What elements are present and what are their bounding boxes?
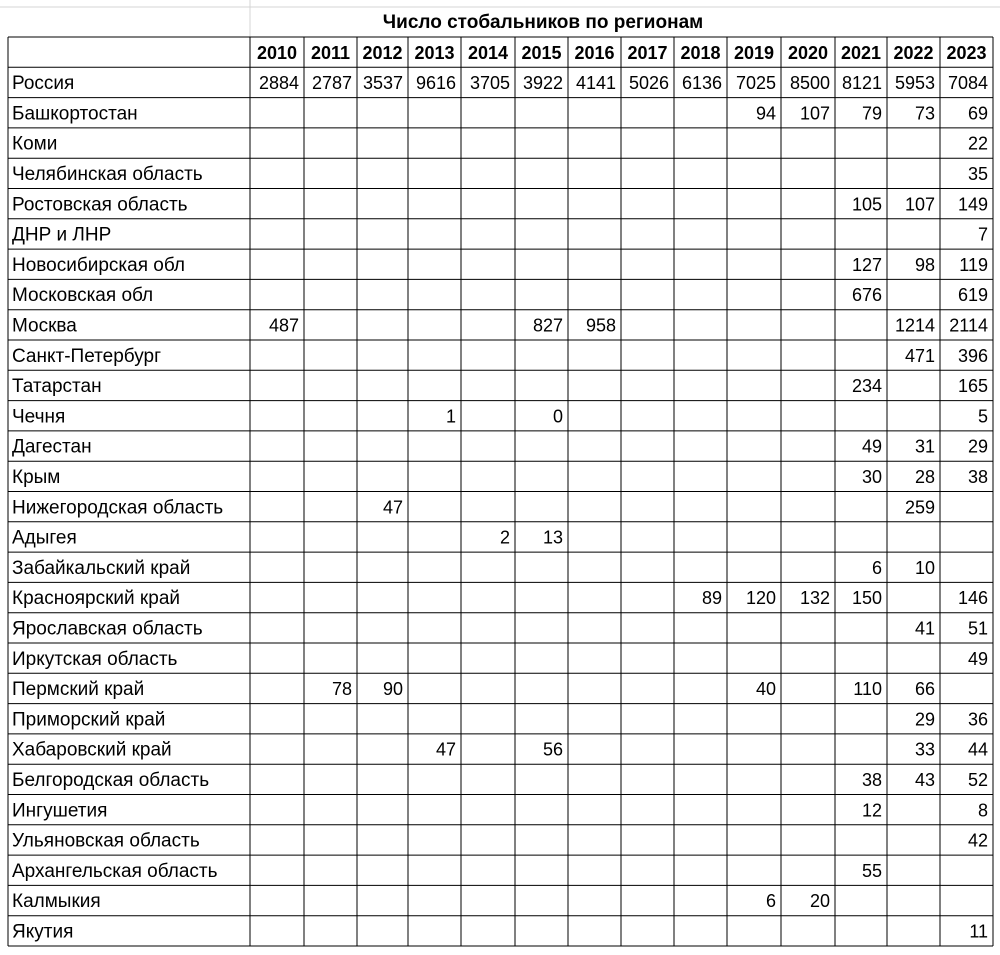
value-cell: 3537 [362,73,403,94]
value-cell: 3922 [522,73,563,94]
value-cell: 471 [904,345,935,366]
value-cell: 89 [701,588,722,609]
value-cell: 38 [861,770,882,791]
value-cell: 49 [861,436,882,457]
year-header-cell: 2011 [310,42,351,63]
region-name-cell: Архангельская область [12,860,218,882]
table-row [12,588,988,609]
year-header-cell: 2016 [574,42,615,63]
table-row [12,679,935,700]
region-name-cell: Коми [12,133,58,155]
region-name-cell: Приморский край [12,709,166,731]
value-cell: 12 [861,800,882,821]
region-name-cell: Ярославская область [12,618,203,640]
value-cell: 259 [904,497,935,518]
value-cell: 120 [745,588,776,609]
value-cell: 73 [914,103,935,124]
table-row [12,800,988,821]
value-cell: 30 [861,467,882,488]
value-cell: 234 [851,376,882,397]
value-cell: 7025 [735,73,776,94]
value-cell: 5026 [628,73,669,94]
table-row [12,134,988,155]
value-cell: 107 [799,103,830,124]
region-name-cell: Иркутская область [12,648,178,670]
value-cell: 6 [871,557,882,578]
value-cell: 38 [967,467,988,488]
year-header-cell: 2015 [521,42,562,63]
region-name-cell: Забайкальский край [12,557,191,579]
value-cell: 35 [967,164,988,185]
region-name-cell: Белгородская область [12,770,210,792]
value-cell: 9616 [415,73,456,94]
value-cell: 2884 [258,73,299,94]
value-cell: 150 [851,588,882,609]
table-row [12,376,988,397]
value-cell: 487 [268,315,299,336]
region-name-cell: Ульяновская область [12,830,200,852]
table-row [12,285,988,306]
value-cell: 827 [532,315,563,336]
region-name-cell: Московская обл [12,285,154,307]
value-cell: 41 [914,618,935,639]
value-cell: 22 [967,133,988,154]
value-cell: 8 [977,800,988,821]
value-cell: 47 [435,739,456,760]
region-name-cell: Москва [12,315,77,337]
table-row [12,497,935,518]
region-name-cell: Ростовская область [12,194,188,216]
region-name-cell: Санкт-Петербург [12,345,162,367]
year-header-cell: 2023 [946,42,987,63]
table-row [12,861,882,882]
table-row [12,164,988,185]
value-cell: 2787 [311,73,352,94]
value-cell: 107 [904,194,935,215]
value-cell: 1214 [894,315,935,336]
value-cell: 958 [585,315,616,336]
table-body [12,73,988,942]
table-row [12,709,988,730]
value-cell: 0 [552,406,563,427]
value-cell: 33 [914,739,935,760]
value-cell: 13 [542,527,563,548]
region-name-cell: Нижегородская область [12,497,224,519]
value-cell: 4141 [575,73,616,94]
value-cell: 44 [967,739,988,760]
table-row [12,528,563,549]
value-cell: 8500 [789,73,830,94]
value-cell: 20 [809,891,830,912]
value-cell: 6136 [681,73,722,94]
value-cell: 5 [977,406,988,427]
region-name-cell: Ингушетия [12,800,108,822]
value-cell: 55 [861,860,882,881]
year-header-cell: 2022 [893,42,934,63]
value-cell: 29 [967,436,988,457]
value-cell: 676 [851,285,882,306]
value-cell: 7084 [947,73,988,94]
table-row [12,194,988,215]
value-cell: 127 [851,254,882,275]
value-cell: 5953 [894,73,935,94]
table-row [12,922,988,943]
value-cell: 28 [914,467,935,488]
table-row [12,467,988,488]
value-cell: 79 [861,103,882,124]
table-row [12,225,988,246]
region-name-cell: Татарстан [12,376,102,398]
region-name-cell: Дагестан [12,436,92,458]
region-name-cell: Челябинская область [12,164,203,186]
region-name-cell: Башкортостан [12,103,138,125]
region-name-cell: Калмыкия [12,891,101,913]
year-header-cell: 2014 [467,42,509,63]
region-name-cell: Пермский край [12,679,145,701]
year-header-cell: 2012 [362,42,403,63]
value-cell: 2 [499,527,510,548]
value-cell: 132 [799,588,830,609]
year-header-cell: 2019 [733,42,775,63]
value-cell: 40 [755,679,776,700]
table-row [12,316,988,337]
value-cell: 36 [967,709,988,730]
value-cell: 43 [914,770,935,791]
value-cell: 119 [959,254,988,275]
table-row [12,437,988,458]
table-row [12,73,988,94]
value-cell: 619 [957,285,988,306]
table-title: Число стобальников по регионам [382,12,704,33]
region-name-cell: Новосибирская обл [12,254,185,276]
region-name-cell: Адыгея [12,527,77,549]
year-header-row [257,43,987,63]
value-cell: 52 [967,770,988,791]
value-cell: 69 [967,103,988,124]
value-cell: 49 [967,648,988,669]
region-name-cell: Чечня [12,406,66,428]
region-name-cell: Хабаровский край [12,739,172,761]
table-row [12,649,988,670]
table-row [12,770,988,791]
table-row [12,346,988,367]
value-cell: 98 [914,254,935,275]
value-cell: 29 [914,709,935,730]
region-name-cell: ДНР и ЛНР [12,224,112,246]
year-header-cell: 2013 [414,42,455,63]
value-cell: 47 [382,497,403,518]
value-cell: 7 [977,224,988,245]
value-cell: 8121 [841,73,882,94]
value-cell: 90 [382,679,403,700]
value-cell: 2114 [949,315,988,336]
table-row [12,831,988,852]
region-name-cell: Красноярский край [12,588,180,610]
value-cell: 105 [851,194,882,215]
value-cell: 6 [765,891,776,912]
value-cell: 78 [331,679,352,700]
value-cell: 149 [957,194,988,215]
table-row [12,891,830,912]
table-row [12,740,988,761]
table-row [12,619,988,640]
table-row [12,103,988,124]
value-cell: 3705 [469,73,510,94]
table-row [12,406,988,427]
table-row [12,255,988,276]
value-cell: 10 [914,557,935,578]
year-header-cell: 2021 [840,42,882,63]
year-header-cell: 2010 [256,42,298,63]
value-cell: 94 [755,103,776,124]
value-cell: 31 [914,436,935,457]
value-cell: 11 [969,921,988,942]
region-name-cell: Россия [12,73,75,95]
value-cell: 51 [967,618,988,639]
region-name-cell: Якутия [12,921,74,943]
value-cell: 42 [967,830,988,851]
region-name-cell: Крым [12,467,61,489]
table-row [12,558,935,579]
year-header-cell: 2020 [787,42,829,63]
year-header-cell: 2017 [627,42,668,63]
year-header-cell: 2018 [680,42,721,63]
value-cell: 56 [542,739,563,760]
value-cell: 165 [957,376,988,397]
value-cell: 146 [957,588,988,609]
value-cell: 1 [445,406,456,427]
value-cell: 110 [853,679,882,700]
value-cell: 396 [957,345,988,366]
value-cell: 66 [914,679,935,700]
